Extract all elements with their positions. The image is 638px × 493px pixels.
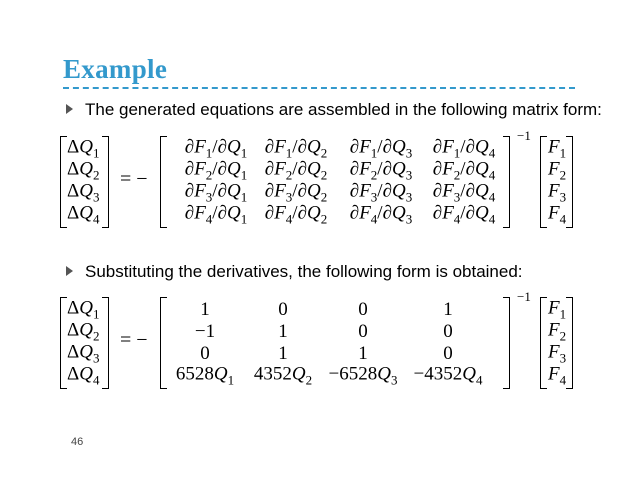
bullet-item-2 [66,262,523,282]
lhs-entry: $\Delta Q_4$ [67,202,100,227]
lhs-entry: $\Delta Q_3$ [67,341,100,366]
matrix-cell: −1 [194,321,216,342]
matrix-bracket-right [503,136,510,228]
matrix-cell: $\partial F_2/\partial Q_4$ [432,158,496,183]
matrix-cell: $4352Q_2$ [253,363,313,388]
matrix-cell: $\partial F_4/\partial Q_2$ [264,202,328,227]
lhs-entry: $\Delta Q_2$ [67,319,100,344]
rhs-entry: $F_1$ [548,136,567,161]
matrix-cell: 1 [358,343,368,364]
matrix-cell: $\partial F_2/\partial Q_3$ [349,158,413,183]
rhs-entry: $F_1$ [548,297,567,322]
matrix-cell: $-6528Q_3$ [328,363,398,388]
equals-minus: = − [120,168,148,190]
page-number: 46 [71,436,84,448]
lhs-bracket-right [102,297,109,389]
matrix-cell: $6528Q_1$ [175,363,235,388]
matrix-cell: 0 [443,343,453,364]
lhs-entry: $\Delta Q_4$ [67,363,100,388]
rhs-entry: $F_2$ [548,319,567,344]
bullet-text-2: Substituting the derivatives, the following form is obtained: [85,262,523,281]
equals-minus: = − [120,329,148,351]
matrix-cell: $\partial F_3/\partial Q_4$ [432,180,496,205]
rhs-entry: $F_3$ [548,341,567,366]
lhs-bracket-left [60,136,67,228]
matrix-bracket-left [160,136,167,228]
matrix-cell: $\partial F_2/\partial Q_1$ [184,158,248,183]
matrix-cell: $\partial F_1/\partial Q_3$ [349,136,413,161]
matrix-cell: 0 [358,299,368,320]
matrix-cell: $\partial F_1/\partial Q_2$ [264,136,328,161]
lhs-entry: $\Delta Q_1$ [67,136,100,161]
inverse-exponent: −1 [517,128,531,143]
bullet-arrow-icon [66,266,73,276]
slide-title: Example [63,54,168,84]
rhs-bracket-left [540,136,547,228]
matrix-cell: $\partial F_3/\partial Q_1$ [184,180,248,205]
matrix-cell: $\partial F_1/\partial Q_4$ [432,136,496,161]
matrix-cell: $\partial F_2/\partial Q_2$ [264,158,328,183]
matrix-cell: 0 [358,321,368,342]
lhs-bracket-right [102,136,109,228]
title-divider [63,87,575,89]
bullet-item-1 [66,100,602,120]
rhs-entry: $F_4$ [548,363,567,388]
matrix-cell: $\partial F_4/\partial Q_4$ [432,202,496,227]
matrix-cell: 1 [200,299,210,320]
matrix-cell: 1 [443,299,453,320]
matrix-cell: 1 [278,321,288,342]
matrix-cell: $\partial F_3/\partial Q_2$ [264,180,328,205]
bullet-text-1: The generated equations are assembled in the following matrix form: [85,100,602,119]
matrix-bracket-left [160,297,167,389]
rhs-bracket-left [540,297,547,389]
matrix-cell: 0 [443,321,453,342]
rhs-entry: $F_3$ [548,180,567,205]
rhs-bracket-right [566,136,573,228]
lhs-bracket-left [60,297,67,389]
matrix-cell: $\partial F_3/\partial Q_3$ [349,180,413,205]
rhs-entry: $F_4$ [548,202,567,227]
matrix-cell: 0 [278,299,288,320]
matrix-cell: $\partial F_4/\partial Q_1$ [184,202,248,227]
matrix-cell: $-4352Q_4$ [413,363,483,388]
matrix-cell: 1 [278,343,288,364]
lhs-entry: $\Delta Q_1$ [67,297,100,322]
rhs-bracket-right [566,297,573,389]
lhs-entry: $\Delta Q_3$ [67,180,100,205]
matrix-cell: $\partial F_1/\partial Q_1$ [184,136,248,161]
bullet-arrow-icon [66,104,73,114]
matrix-cell: $\partial F_4/\partial Q_3$ [349,202,413,227]
matrix-bracket-right [503,297,510,389]
inverse-exponent: −1 [517,289,531,304]
rhs-entry: $F_2$ [548,158,567,183]
lhs-entry: $\Delta Q_2$ [67,158,100,183]
matrix-cell: 0 [200,343,210,364]
